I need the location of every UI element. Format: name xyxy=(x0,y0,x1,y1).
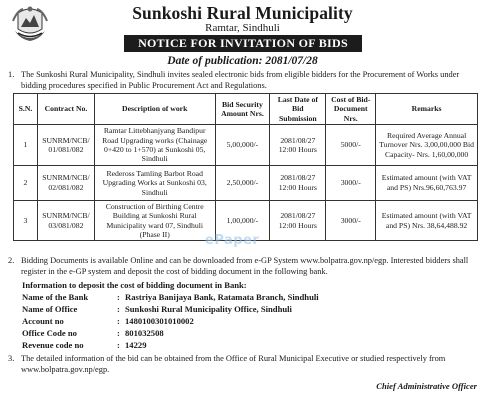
info-label: Revenue code no xyxy=(22,340,84,350)
table-row xyxy=(14,125,478,166)
publication-date: Date of publication: 2081/07/28 xyxy=(167,55,318,67)
cell-contract: SUNRM/NCB/ 01/081/082 xyxy=(37,125,94,166)
cell-remarks: Required Average Annual Turnover Nrs. 3,00,00,000 Bid Capacity- Nrs. 1,60,00,000 xyxy=(376,125,478,166)
info-value: 1480100301010002 xyxy=(125,316,194,326)
cell-cost: 3000/- xyxy=(326,165,376,200)
signatory-title: Chief Administrative Officer xyxy=(376,381,477,391)
info-label: Name of the Bank xyxy=(22,292,89,302)
column-header: Bid Security Amount Nrs. xyxy=(215,94,270,125)
cell-last-date: 2081/08/27 12:00 Hours xyxy=(270,200,326,241)
cell-sn: 2 xyxy=(14,165,38,200)
cell-cost: 5000/- xyxy=(326,125,376,166)
cell-security: 5,00,000/- xyxy=(215,125,270,166)
table-row xyxy=(14,165,478,200)
info-label: Account no xyxy=(22,316,64,326)
info-label: Name of Office xyxy=(22,304,78,314)
info-value: 801032508 xyxy=(125,328,164,338)
column-header: Remarks xyxy=(376,94,478,125)
notice-header xyxy=(0,0,485,52)
cell-remarks: Estimated amount (with VAT and PS) Nrs. 38,64,488.92 xyxy=(376,200,478,241)
cell-last-date: 2081/08/27 12:00 Hours xyxy=(270,165,326,200)
info-label: Office Code no xyxy=(22,328,77,338)
cell-security: 2,50,000/- xyxy=(215,165,270,200)
info-separator: : xyxy=(117,340,120,350)
bids-table xyxy=(13,93,478,241)
table-header-row xyxy=(14,94,478,125)
info-value: 14229 xyxy=(125,340,147,350)
cell-contract: SUNRM/NCB/ 03/081/082 xyxy=(37,200,94,241)
column-header: Contract No. xyxy=(37,94,94,125)
newspaper-watermark: ePaper xyxy=(205,233,260,248)
paragraph-number: 1. xyxy=(8,70,15,79)
info-separator: : xyxy=(117,304,120,314)
column-header: Last Date of Bid Submission xyxy=(270,94,326,125)
cell-last-date: 2081/08/27 12:00 Hours xyxy=(270,125,326,166)
cell-security: 1,00,000/- xyxy=(215,200,270,241)
detailed-info-paragraph xyxy=(8,354,480,375)
bidding-documents-paragraph xyxy=(8,256,480,277)
paragraph-text: The detailed information of the bid can be obtained from the Office of Rural Municipal Executive or studied respectively from www.bolpatra.gov.np/egp. xyxy=(21,354,446,374)
cell-cost: 3000/- xyxy=(326,200,376,241)
info-separator: : xyxy=(117,316,120,326)
column-header: Cost of Bid- Document Nrs. xyxy=(326,94,376,125)
info-value: Sunkoshi Rural Municipality Office, Sindhuli xyxy=(125,304,292,314)
cell-description: Redeross Tamling Barbot Road Upgrading Works at Sunkoshi 03, Sindhuli xyxy=(94,165,215,200)
info-separator: : xyxy=(117,328,120,338)
paragraph-number: 2. xyxy=(8,256,15,265)
notice-banner: NOTICE FOR INVITATION OF BIDS xyxy=(124,35,362,52)
column-header: Description of work xyxy=(94,94,215,125)
cell-description: Construction of Birthing Centre Building at Sunkoshi Rural Municipality ward 07, Sindhuli (Phase II) xyxy=(94,200,215,241)
cell-remarks: Estimated amount (with VAT and PS) Nrs.96,60,763.97 xyxy=(376,165,478,200)
cell-sn: 3 xyxy=(14,200,38,241)
paragraph-number: 3. xyxy=(8,354,15,363)
cell-contract: SUNRM/NCB/ 02/081/082 xyxy=(37,165,94,200)
column-header: S.N. xyxy=(14,94,38,125)
paragraph-text: Bidding Documents is available Online and can be downloaded from e-GP System www.bolpatra.gov.np/egp. Interested bidders shall register in the e-GP system and deposit the cost of bidding document in the following bank. xyxy=(21,256,469,276)
deposit-info-title: Information to deposit the cost of bidding document in Bank: xyxy=(22,280,247,290)
municipality-title: Sunkoshi Rural Municipality xyxy=(132,3,353,23)
intro-paragraph xyxy=(8,70,480,91)
cell-sn: 1 xyxy=(14,125,38,166)
cell-description: Ramtar Littebhanjyang Bandipur Road Upgrading works (Chainage 0+420 to 1+570) at Sunkoshi 05, Sindhuli xyxy=(94,125,215,166)
municipality-address: Ramtar, Sindhuli xyxy=(205,22,280,34)
info-value: Rastriya Banijaya Bank, Ratamata Branch, Sindhuli xyxy=(125,292,319,302)
paragraph-text: The Sunkoshi Rural Municipality, Sindhuli invites sealed electronic bids from eligible bidders for the Procurement of Works under bidding procedures specified in Public Procurement Act and Regulations. xyxy=(21,70,460,90)
info-separator: : xyxy=(117,292,120,302)
